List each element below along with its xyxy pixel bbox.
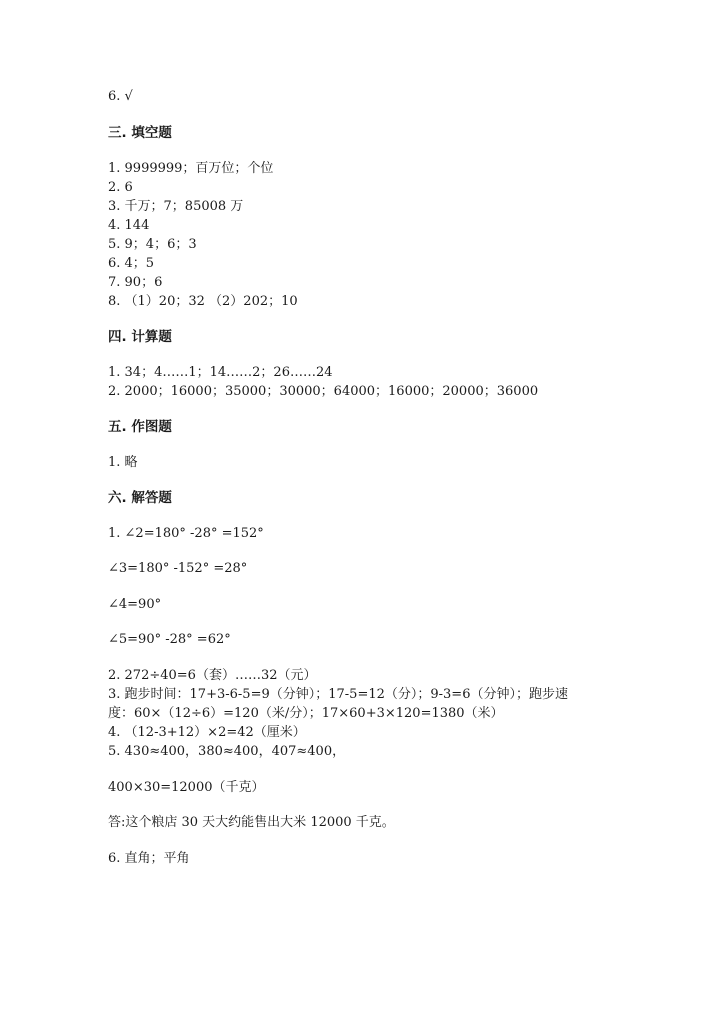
answer-line: 6. 4；5	[108, 256, 155, 271]
answer-line: ∠3=180° -152° =28°	[108, 561, 248, 576]
section-heading-calculation: 四. 计算题	[108, 329, 172, 345]
answer-line: 3. 跑步时间：17+3-6-5=9（分钟）；17-5=12（分）；9-3=6（分钟）；跑步速	[108, 687, 568, 702]
answer-line: 2. 2000；16000；35000；30000；64000；16000；20000；36000	[108, 384, 539, 399]
answer-line: 4. （12-3+12）×2=42（厘米）	[108, 725, 306, 740]
answer-line: 2. 6	[108, 180, 133, 195]
answer-line: 4. 144	[108, 218, 150, 233]
answer-line: 1. 34；4……1；14……2；26……24	[108, 365, 333, 380]
answer-line: ∠4=90°	[108, 597, 162, 612]
section-heading-solution: 六. 解答题	[108, 490, 172, 506]
answer-line: 答:这个粮店 30 天大约能售出大米 12000 千克。	[108, 815, 395, 830]
answer-line: 5. 430≈400，380≈400，407≈400，	[108, 744, 346, 759]
answer-line: 6. √	[108, 89, 133, 104]
answer-line: 7. 90；6	[108, 275, 163, 290]
section-heading-drawing: 五. 作图题	[108, 419, 172, 435]
answer-line: 400×30=12000（千克）	[108, 780, 265, 795]
answer-line: 2. 272÷40=6（套）……32（元）	[108, 668, 317, 683]
section-heading-fill-blank: 三. 填空题	[108, 125, 172, 141]
answer-line: 度：60×（12÷6）=120（米/分）；17×60+3×120=1380（米）	[108, 706, 504, 721]
answer-line: ∠5=90° -28° =62°	[108, 632, 231, 647]
answer-line: 8. （1）20；32 （2）202；10	[108, 294, 298, 309]
answer-line: 6. 直角；平角	[108, 851, 190, 866]
answer-line: 1. ∠2=180° -28° =152°	[108, 526, 264, 541]
answer-line: 1. 9999999；百万位；个位	[108, 161, 274, 176]
answer-line: 5. 9；4；6；3	[108, 237, 197, 252]
answer-line: 1. 略	[108, 455, 138, 470]
answer-line: 3. 千万；7；85008 万	[108, 199, 244, 214]
